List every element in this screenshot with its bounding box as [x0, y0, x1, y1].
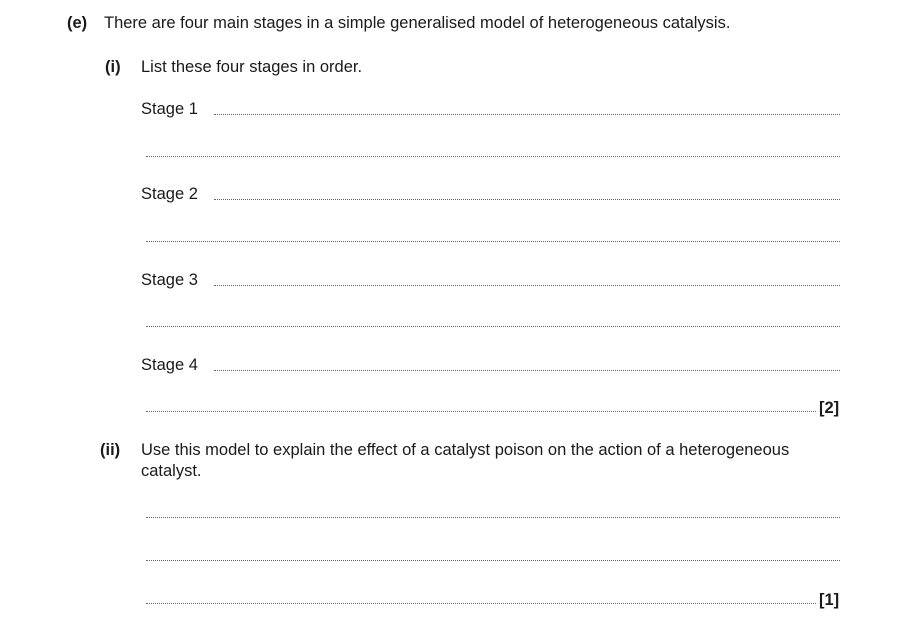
part-e-label: (e)	[67, 14, 88, 32]
stage-2-label: Stage 2	[141, 185, 198, 203]
stage-1-answer-line-2[interactable]	[146, 156, 840, 157]
part-ii-label: (ii)	[100, 441, 121, 459]
stage-4-label: Stage 4	[141, 356, 198, 374]
stage-3-answer-line-1[interactable]	[214, 285, 840, 286]
part-i-question: List these four stages in order.	[141, 58, 363, 76]
part-ii-question-line-2: catalyst.	[141, 462, 202, 480]
part-i-label: (i)	[105, 58, 121, 76]
stage-1-answer-line-1[interactable]	[214, 114, 840, 115]
stage-4-answer-line-2[interactable]	[146, 411, 816, 412]
stage-1-label: Stage 1	[141, 100, 198, 118]
part-ii-answer-line-3[interactable]	[146, 603, 816, 604]
stage-2-answer-line-2[interactable]	[146, 241, 840, 242]
stage-3-label: Stage 3	[141, 271, 198, 289]
part-ii-marks: [1]	[819, 591, 840, 609]
part-ii-answer-line-1[interactable]	[146, 517, 840, 518]
stage-2-answer-line-1[interactable]	[214, 199, 840, 200]
part-i-marks: [2]	[819, 399, 840, 417]
stage-3-answer-line-2[interactable]	[146, 326, 840, 327]
part-ii-question-line-1: Use this model to explain the effect of a catalyst poison on the action of a heterogeneous	[141, 441, 790, 459]
part-e-question: There are four main stages in a simple generalised model of heterogeneous catalysis.	[104, 14, 731, 32]
part-ii-answer-line-2[interactable]	[146, 560, 840, 561]
stage-4-answer-line-1[interactable]	[214, 370, 840, 371]
